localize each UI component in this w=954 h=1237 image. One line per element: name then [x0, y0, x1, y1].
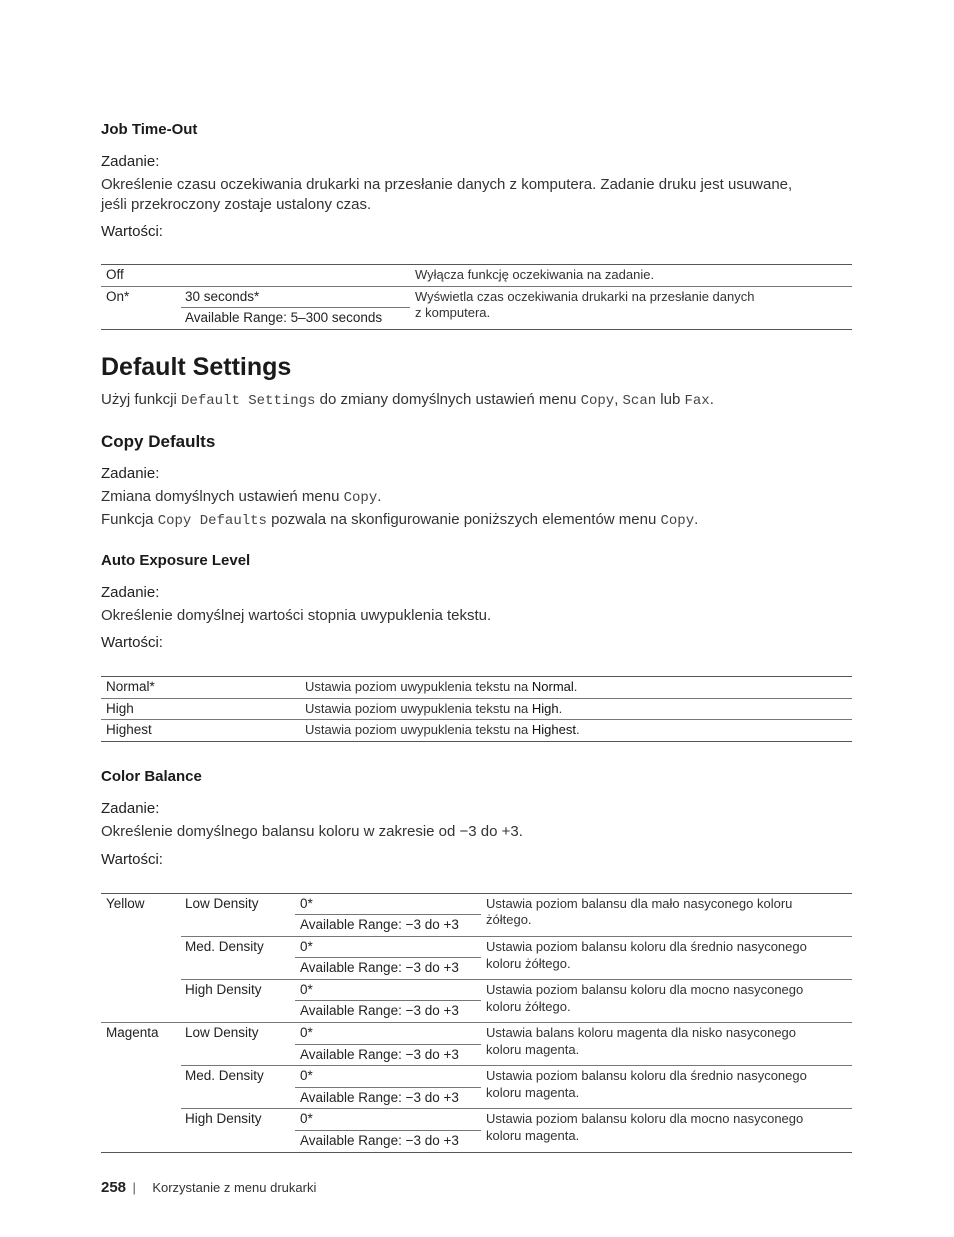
table-rule [101, 698, 852, 699]
text: Ustawia poziom uwypuklenia tekstu na [305, 701, 532, 716]
copy-defaults-line [101, 511, 698, 529]
footer-separator: | [132, 1180, 136, 1195]
table-cell-range: Available Range: −3 do +3 [300, 1133, 459, 1148]
code-text: Copy Defaults [157, 513, 267, 529]
text: Ustawia poziom uwypuklenia tekstu na [305, 679, 532, 694]
page-number: 258 [101, 1179, 127, 1196]
table-cell-description [305, 721, 580, 738]
table-rule [101, 286, 852, 287]
table-cell-color: Magenta [106, 1025, 159, 1040]
table-cell-default: 0* [300, 1025, 313, 1040]
table-cell-density: High Density [185, 982, 262, 997]
table-rule [101, 893, 852, 894]
code-text: Copy [343, 490, 378, 506]
text: . [575, 722, 580, 737]
table-rule [101, 676, 852, 677]
text: . [558, 701, 563, 716]
table-rule [181, 1108, 852, 1109]
table-cell-range: Available Range: −3 do +3 [300, 1090, 459, 1105]
table-cell-option: Normal* [106, 679, 155, 694]
table-rule [101, 1152, 852, 1153]
text: lub [656, 391, 685, 408]
value-text: High [531, 701, 559, 716]
section-heading-auto-exposure: Auto Exposure Level [101, 552, 251, 569]
table-cell-range: Available Range: −3 do +3 [300, 917, 459, 932]
copy-defaults-line [101, 488, 381, 506]
table-cell-default: 30 seconds* [185, 289, 260, 304]
code-text: Scan [622, 393, 657, 409]
text: do zmiany domyślnych ustawień menu [315, 391, 581, 408]
page-footer [101, 1179, 316, 1197]
values-label: Wartości: [101, 851, 163, 868]
table-rule [101, 741, 852, 742]
table-cell-description: Ustawia poziom balansu koloru dla średnio nasyconego [486, 939, 807, 954]
table-cell-description [305, 678, 577, 695]
table-cell-default: 0* [300, 1068, 313, 1083]
text: Funkcja [101, 511, 158, 528]
table-cell-description: koloru magenta. [486, 1085, 580, 1100]
table-cell-range: Available Range: −3 do +3 [300, 960, 459, 975]
table-cell-description: koloru magenta. [486, 1042, 580, 1057]
task-label: Zadanie: [101, 153, 160, 170]
task-description-line: jeśli przekroczony zostaje ustalony czas. [101, 196, 372, 213]
table-cell-density: High Density [185, 1111, 262, 1126]
table-cell-option: Highest [106, 722, 152, 737]
table-cell-description: Wyświetla czas oczekiwania drukarki na przesłanie danych [415, 289, 755, 304]
table-cell-description: Ustawia poziom balansu koloru dla średnio nasyconego [486, 1068, 807, 1083]
text: . [694, 511, 699, 528]
table-rule [181, 307, 410, 308]
table-cell-range: Available Range: 5–300 seconds [185, 310, 383, 325]
table-rule [295, 957, 481, 958]
table-cell-option: High [106, 701, 134, 716]
section-heading-copy-defaults: Copy Defaults [101, 432, 216, 451]
code-text: Copy [660, 513, 695, 529]
table-cell-description: Ustawia poziom balansu dla mało nasyconego koloru [486, 896, 793, 911]
code-text: Copy [580, 393, 615, 409]
table-cell-range: Available Range: −3 do +3 [300, 1047, 459, 1062]
table-cell-density: Med. Density [185, 1068, 264, 1083]
table-rule [295, 1130, 481, 1131]
footer-chapter-title: Korzystanie z menu drukarki [152, 1180, 317, 1195]
table-cell-density: Med. Density [185, 939, 264, 954]
code-text: Fax [684, 393, 710, 409]
table-rule [295, 1044, 481, 1045]
table-cell-description: Ustawia poziom balansu koloru dla mocno nasyconego [486, 1111, 804, 1126]
table-cell-description [305, 700, 562, 717]
text: Użyj funkcji [101, 391, 182, 408]
table-cell-default: 0* [300, 939, 313, 954]
task-label: Zadanie: [101, 584, 160, 601]
table-cell-density: Low Density [185, 1025, 259, 1040]
table-cell-description: żółtego. [486, 912, 532, 927]
task-description: Określenie domyślnej wartości stopnia uwypuklenia tekstu. [101, 607, 492, 624]
task-label: Zadanie: [101, 800, 160, 817]
table-cell-description: koloru magenta. [486, 1128, 580, 1143]
table-cell-description: koloru żółtego. [486, 999, 571, 1014]
table-rule [295, 1000, 481, 1001]
table-rule [101, 264, 852, 265]
task-description-line: Określenie czasu oczekiwania drukarki na przesłanie danych z komputera. Zadanie druku jest usuwane, [101, 176, 793, 193]
table-cell-description: Ustawia balans koloru magenta dla nisko nasyconego [486, 1025, 797, 1040]
table-rule [101, 329, 852, 330]
table-cell-default: 0* [300, 896, 313, 911]
table-rule [295, 1087, 481, 1088]
text: . [377, 488, 382, 505]
table-rule [181, 979, 852, 980]
values-label: Wartości: [101, 223, 163, 240]
table-rule [101, 719, 852, 720]
table-cell-range: Available Range: −3 do +3 [300, 1003, 459, 1018]
section-heading-job-timeout: Job Time-Out [101, 121, 198, 138]
text: pozwala na skonfigurowanie poniższych elementów menu [266, 511, 661, 528]
task-description: Określenie domyślnego balansu koloru w zakresie od −3 do +3. [101, 823, 523, 840]
values-label: Wartości: [101, 634, 163, 651]
page-title: Default Settings [101, 353, 292, 381]
table-cell-default: 0* [300, 982, 313, 997]
table-rule [181, 1065, 852, 1066]
table-cell-option: On* [106, 289, 130, 304]
value-text: Highest [531, 722, 576, 737]
text: . [709, 391, 714, 408]
task-label: Zadanie: [101, 465, 160, 482]
table-rule [101, 1022, 852, 1023]
value-text: Normal [531, 679, 574, 694]
text: , [614, 391, 623, 408]
table-cell-description: Wyłącza funkcję oczekiwania na zadanie. [415, 267, 655, 282]
text: . [573, 679, 578, 694]
table-rule [181, 936, 852, 937]
table-cell-description: Ustawia poziom balansu koloru dla mocno nasyconego [486, 982, 804, 997]
code-text: Default Settings [181, 393, 316, 409]
text: Ustawia poziom uwypuklenia tekstu na [305, 722, 532, 737]
default-settings-intro [101, 391, 714, 409]
table-cell-description: koloru żółtego. [486, 956, 571, 971]
table-cell-description: z komputera. [415, 305, 491, 320]
table-rule [295, 914, 481, 915]
table-cell-color: Yellow [106, 896, 145, 911]
section-heading-color-balance: Color Balance [101, 768, 202, 785]
table-cell-option: Off [106, 267, 124, 282]
text: Zmiana domyślnych ustawień menu [101, 488, 344, 505]
table-cell-density: Low Density [185, 896, 259, 911]
table-cell-default: 0* [300, 1111, 313, 1126]
